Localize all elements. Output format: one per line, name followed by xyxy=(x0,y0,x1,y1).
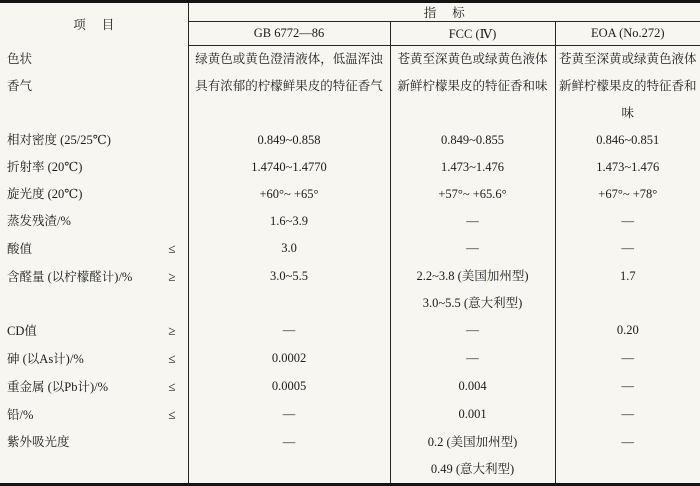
cell-item xyxy=(0,263,188,317)
row-item-label: 含醛量 (以柠檬醛计)/% xyxy=(7,270,133,284)
cell-gb-value: 0.0002 xyxy=(188,345,390,373)
cell-fcc-value: — xyxy=(390,345,555,373)
cell-item xyxy=(0,73,188,127)
cell-eoa-value: 0.20 xyxy=(616,323,639,337)
cell-gb-value: 3.0~5.5 xyxy=(188,263,390,317)
cell-fcc-value: 新鲜柠檬果皮的特征香和味 xyxy=(390,73,555,127)
cell-eoa-value: — xyxy=(621,379,635,393)
table-row xyxy=(0,345,700,373)
table-row xyxy=(0,208,700,235)
item-wrap xyxy=(0,127,188,154)
row-item-label: CD值 xyxy=(7,324,37,338)
row-compare-symbol: ≥ xyxy=(168,323,176,338)
cell-gb-value: — xyxy=(188,429,390,485)
cell-gb-value: 1.6~3.9 xyxy=(188,208,390,235)
row-item-label: 色状 xyxy=(7,51,33,66)
row-item-label: 铅/% xyxy=(7,408,34,422)
table-row xyxy=(0,73,700,127)
header-group-row xyxy=(0,2,700,22)
row-compare-symbol: ≤ xyxy=(168,407,176,422)
table-row xyxy=(0,181,700,208)
cell-eoa-value: 新鲜柠檬果皮的特征香和味 xyxy=(559,79,697,120)
cell-eoa-value: — xyxy=(621,241,635,255)
item-wrap xyxy=(0,46,188,73)
table-row xyxy=(0,317,700,345)
cell-gb-value: +60°~ +65° xyxy=(188,181,390,208)
column-header-eoa: EOA (No.272) xyxy=(555,22,700,46)
column-header-gb: GB 6772—86 xyxy=(188,22,390,46)
row-compare-symbol: ≤ xyxy=(168,351,176,366)
cell-gb-value: 0.0005 xyxy=(188,373,390,401)
cell-eoa-value: +67°~ +78° xyxy=(598,187,658,201)
table-row xyxy=(0,429,700,485)
cell-gb-value: 0.849~0.858 xyxy=(188,127,390,154)
cell-fcc-value xyxy=(390,429,555,485)
cell-item xyxy=(0,127,188,154)
table-row xyxy=(0,127,700,154)
cell-item xyxy=(0,345,188,373)
spec-table-body xyxy=(0,46,700,485)
row-compare-symbol: ≥ xyxy=(168,269,176,284)
cell-item xyxy=(0,401,188,429)
table-row xyxy=(0,373,700,401)
row-item-label: 折射率 (20℃) xyxy=(7,160,83,174)
row-item-label: 砷 (以As计)/% xyxy=(7,352,84,366)
row-item-label: 酸值 xyxy=(7,242,33,256)
column-header-fcc: FCC (Ⅳ) xyxy=(390,22,555,46)
item-wrap xyxy=(0,208,188,235)
cell-fcc-value: +57°~ +65.6° xyxy=(390,181,555,208)
row-compare-symbol: ≤ xyxy=(168,241,176,256)
cell-fcc-value xyxy=(390,263,555,317)
cell-eoa-value: 0.846~0.851 xyxy=(596,133,660,147)
cell-item xyxy=(0,429,188,485)
item-wrap xyxy=(0,263,188,291)
cell-eoa-value: 1.7 xyxy=(619,269,636,283)
column-header-item xyxy=(0,2,188,46)
cell-fcc-value: 0.849~0.855 xyxy=(390,127,555,154)
cell-gb-value: 3.0 xyxy=(188,235,390,263)
item-wrap xyxy=(0,429,188,456)
cell-value-line: 0.2 (美国加州型) xyxy=(427,435,518,449)
cell-value-line: 3.0~5.5 (意大利型) xyxy=(422,296,523,310)
row-item-label: 蒸发残渣/% xyxy=(7,214,71,228)
cell-item xyxy=(0,46,188,74)
cell-gb-value: 1.4740~1.4770 xyxy=(188,154,390,181)
table-row xyxy=(0,263,700,317)
cell-eoa-value: — xyxy=(621,214,635,228)
row-compare-symbol: ≤ xyxy=(168,379,176,394)
row-item-label: 紫外吸光度 xyxy=(7,435,70,449)
cell-item xyxy=(0,208,188,235)
cell-fcc-value: — xyxy=(390,208,555,235)
cell-fcc-value: 苍黄至深黄色或绿黄色液体 xyxy=(390,46,555,74)
cell-gb-value: 具有浓郁的柠檬鲜果皮的特征香气 xyxy=(188,73,390,127)
cell-fcc-value: — xyxy=(390,235,555,263)
item-wrap xyxy=(0,373,188,401)
cell-gb-value: — xyxy=(188,317,390,345)
row-item-label: 旋光度 (20℃) xyxy=(7,187,83,201)
cell-item xyxy=(0,154,188,181)
cell-value-line: 2.2~3.8 (美国加州型) xyxy=(416,269,529,283)
row-item-label: 重金属 (以Pb计)/% xyxy=(7,380,109,394)
cell-eoa-value: — xyxy=(621,407,635,421)
row-item-label: 相对密度 (25/25℃) xyxy=(7,133,111,147)
cell-fcc-value: 0.004 xyxy=(390,373,555,401)
cell-value-line: 0.49 (意大利型) xyxy=(430,462,515,476)
cell-item xyxy=(0,181,188,208)
cell-eoa-value: 苍黄至深黄或绿黄色液体 xyxy=(559,52,697,66)
item-wrap xyxy=(0,317,188,345)
cell-eoa-value: — xyxy=(621,351,635,365)
item-wrap xyxy=(0,235,188,263)
cell-gb-value: — xyxy=(188,401,390,429)
table-row xyxy=(0,154,700,181)
column-header-group xyxy=(188,2,700,22)
table-row xyxy=(0,235,700,263)
cell-fcc-value: 0.001 xyxy=(390,401,555,429)
cell-fcc-value: — xyxy=(390,317,555,345)
item-header-label: 项目 xyxy=(73,18,131,33)
cell-gb-value: 绿黄色或黄色澄清液体，低温浑浊 xyxy=(188,46,390,74)
cell-item xyxy=(0,317,188,345)
cell-item xyxy=(0,235,188,263)
group-header-label: 指标 xyxy=(423,6,481,20)
item-wrap xyxy=(0,154,188,181)
item-wrap xyxy=(0,73,188,100)
item-wrap xyxy=(0,181,188,208)
row-item-label: 香气 xyxy=(7,79,33,93)
table-row xyxy=(0,46,700,74)
cell-eoa-value: 1.473~1.476 xyxy=(596,160,660,174)
cell-eoa-value: — xyxy=(621,435,635,449)
cell-item xyxy=(0,373,188,401)
item-wrap xyxy=(0,345,188,373)
table-row xyxy=(0,401,700,429)
cell-fcc-value: 1.473~1.476 xyxy=(390,154,555,181)
item-wrap xyxy=(0,401,188,429)
